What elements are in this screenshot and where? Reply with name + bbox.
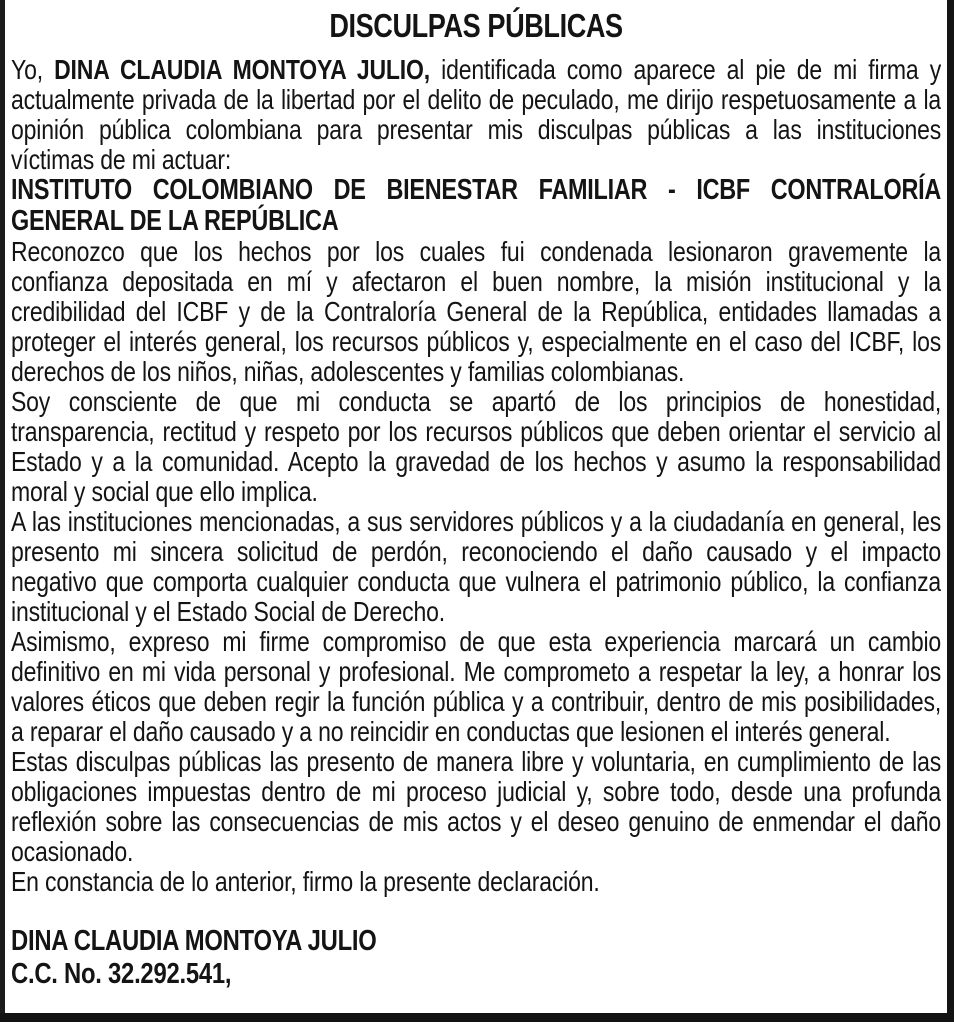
signature-id-number: C.C. No. 32.292.541, (11, 958, 232, 990)
paragraph-commitment: Asimismo, expreso mi firme compromiso de que esta experiencia marcará un cambio definitivo en mi vida personal y profesional. Me comprometo a respetar la ley, a honrar los valores éticos que deben regir la función pública y a contribuir, dentro de mis posibilidades, a reparar el daño causado y a no reincidir en conductas que lesionen el interés general. (11, 626, 941, 747)
paragraph-recognition: Reconozco que los hechos por los cuales fui condenada lesionaron gravemente la confianza depositada en mí y afectaron el buen nombre, la misión institucional y la credibilidad del ICBF y de la Contraloría General de la República, entidades llamadas a proteger el interés general, los recursos públicos y, especialmente en el caso del ICBF, los derechos de los niños, niñas, adolescentes y familias colombianas. (11, 236, 941, 387)
page-frame-left-border (0, 0, 5, 1016)
document-title: DISCULPAS PÚBLICAS (329, 7, 623, 44)
document-text-block (11, 7, 941, 991)
paragraph-awareness: Soy consciente de que mi conducta se apartó de los principios de honestidad, transparencia, rectitud y respeto por los recursos públicos que deben orientar el servicio al Estado y a la comunidad. Acepto la gravedad de los hechos y asumo la responsabilidad moral y social que ello implica. (11, 386, 941, 507)
signature-block (11, 925, 941, 991)
paragraph-closing: En constancia de lo anterior, firmo la presente declaración. (11, 866, 600, 897)
paragraph-intro (11, 55, 941, 175)
signature-name: DINA CLAUDIA MONTOYA JULIO (11, 925, 377, 957)
page-frame-bottom-border (0, 1013, 954, 1022)
institutions-heading: INSTITUTO COLOMBIANO DE BIENESTAR FAMILIAR - ICBF CONTRALORÍA GENERAL DE LA REPÚBLICA (11, 174, 941, 237)
page-frame-right-border (947, 0, 954, 1018)
intro-rest: identificada como aparece al pie de mi firma y actualmente privada de la libertad por el delito de peculado, me dirijo respetuosamente a la opinión pública colombiana para presentar mis disculpas públicas a las instituciones víctimas de mi actuar: (11, 54, 941, 175)
intro-prefix: Yo, (11, 54, 55, 85)
document-content (11, 7, 941, 1007)
paragraph-voluntariness: Estas disculpas públicas las presento de manera libre y voluntaria, en cumplimiento de las obligaciones impuestas dentro de mi proceso judicial y, sobre todo, desde una profunda reflexión sobre las consecuencias de mis actos y el deseo genuino de enmendar el daño ocasionado. (11, 746, 941, 867)
intro-declarant-name: DINA CLAUDIA MONTOYA JULIO, (54, 54, 431, 85)
paragraph-apology: A las instituciones mencionadas, a sus servidores públicos y a la ciudadanía en general, les presento mi sincera solicitud de perdón, reconociendo el daño causado y el impacto negativo que comporta cualquier conducta que vulnera el patrimonio público, la confianza institucional y el Estado Social de Derecho. (11, 506, 941, 627)
